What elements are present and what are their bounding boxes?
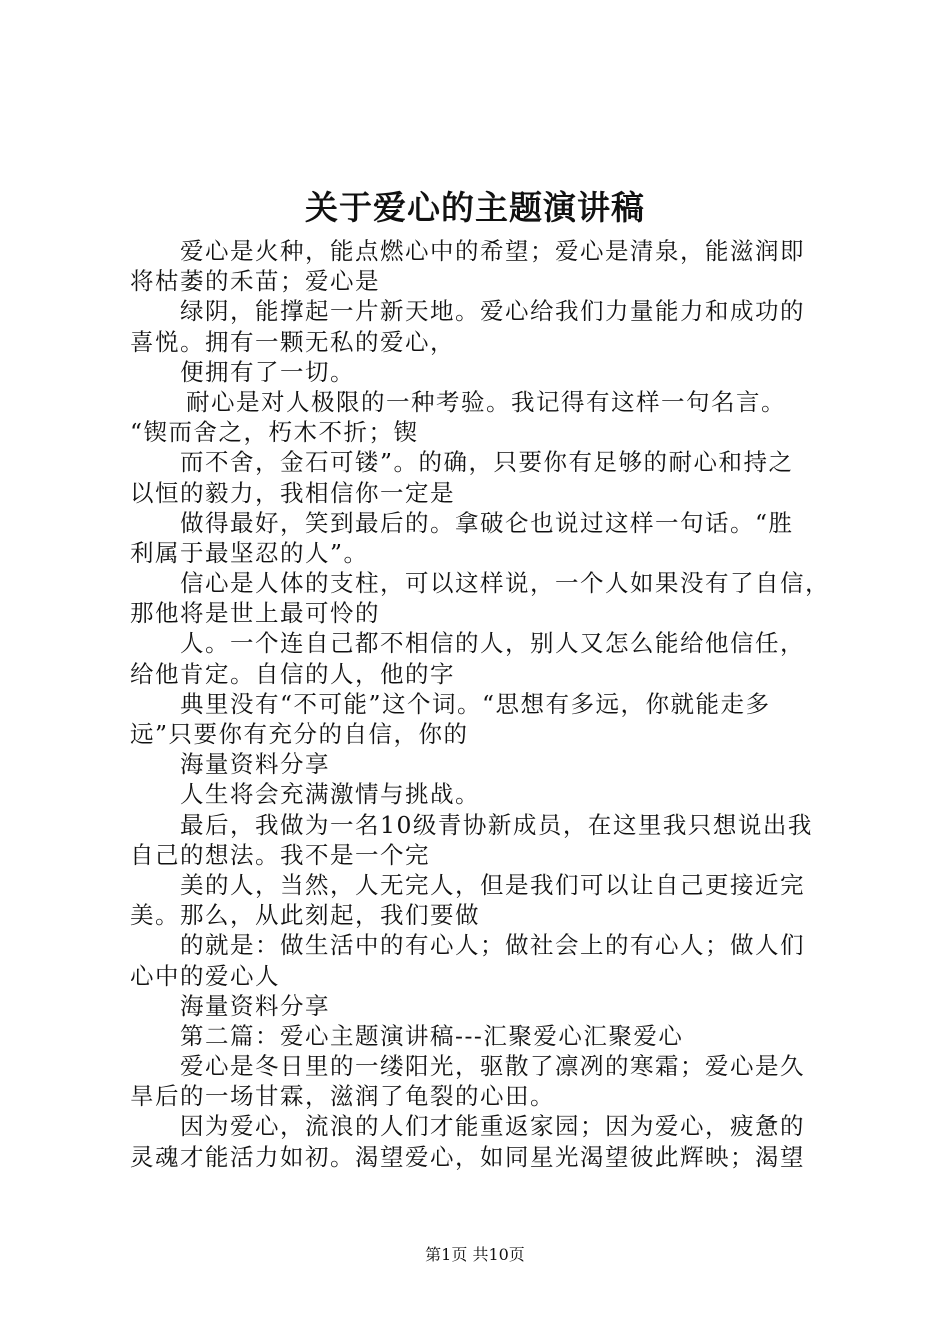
page-title: 关于爱心的主题演讲稿 [305, 188, 645, 227]
text-line: 最后，我做为一名10级青协新成员，在这里我只想说出我 [180, 810, 813, 839]
text-line: 海量资料分享 [180, 991, 330, 1020]
text-line: 因为爱心，流浪的人们才能重返家园；因为爱心，疲惫的 [180, 1112, 805, 1141]
text-line: 旱后的一场甘霖，滋润了龟裂的心田。 [130, 1082, 555, 1111]
text-line: 绿阴，能撑起一片新天地。爱心给我们力量能力和成功的 [180, 297, 805, 326]
text-line: 人生将会充满激情与挑战。 [180, 780, 480, 809]
text-line: 灵魂才能活力如初。渴望爱心，如同星光渴望彼此辉映；渴望 [130, 1142, 805, 1171]
text-line: 的就是：做生活中的有心人；做社会上的有心人；做人们 [180, 931, 805, 960]
text-line: 海量资料分享 [180, 750, 330, 779]
text-line: 利属于最坚忍的人”。 [130, 538, 369, 567]
text-line: 信心是人体的支柱，可以这样说，一个人如果没有了自信， [180, 569, 830, 598]
text-line: 人。一个连自己都不相信的人，别人又怎么能给他信任， [180, 629, 805, 658]
text-line: 心中的爱心人 [130, 961, 280, 990]
text-line: 爱心是火种，能点燃心中的希望；爱心是清泉，能滋润即 [180, 237, 805, 265]
text-line: “锲而舍之，朽木不折；锲 [130, 418, 419, 447]
text-line: 那他将是世上最可怜的 [130, 599, 380, 628]
text-line: 美的人，当然，人无完人，但是我们可以让自己更接近完 [180, 870, 805, 899]
page-footer: 第1页 共10页 [425, 1245, 525, 1264]
text-line: 自己的想法。我不是一个完 [130, 840, 430, 869]
text-line: 典里没有“不可能”这个词。“思想有多远，你就能走多 [180, 689, 771, 718]
text-line: 做得最好，笑到最后的。拿破仑也说过这样一句话。“胜 [180, 508, 794, 537]
text-line: 耐心是对人极限的一种考验。我记得有这样一句名言。 [186, 387, 786, 416]
text-line: 便拥有了一切。 [180, 357, 355, 386]
text-line: 远”只要你有充分的自信，你的 [130, 720, 469, 748]
text-line: 第二篇：爱心主题演讲稿---汇聚爱心汇聚爱心 [180, 1021, 684, 1050]
text-line: 给他肯定。自信的人，他的字 [130, 659, 455, 688]
text-line: 而不舍，金石可镂”。的确，只要你有足够的耐心和持之 [180, 448, 794, 477]
document-body [130, 236, 830, 1172]
text-line: 以恒的毅力，我相信你一定是 [130, 478, 455, 507]
text-line: 美。那么，从此刻起，我们要做 [130, 901, 480, 930]
text-line: 喜悦。拥有一颗无私的爱心， [130, 327, 455, 356]
text-line: 爱心是冬日里的一缕阳光，驱散了凛冽的寒霜；爱心是久 [180, 1052, 805, 1081]
text-line: 将枯萎的禾苗；爱心是 [130, 267, 380, 296]
